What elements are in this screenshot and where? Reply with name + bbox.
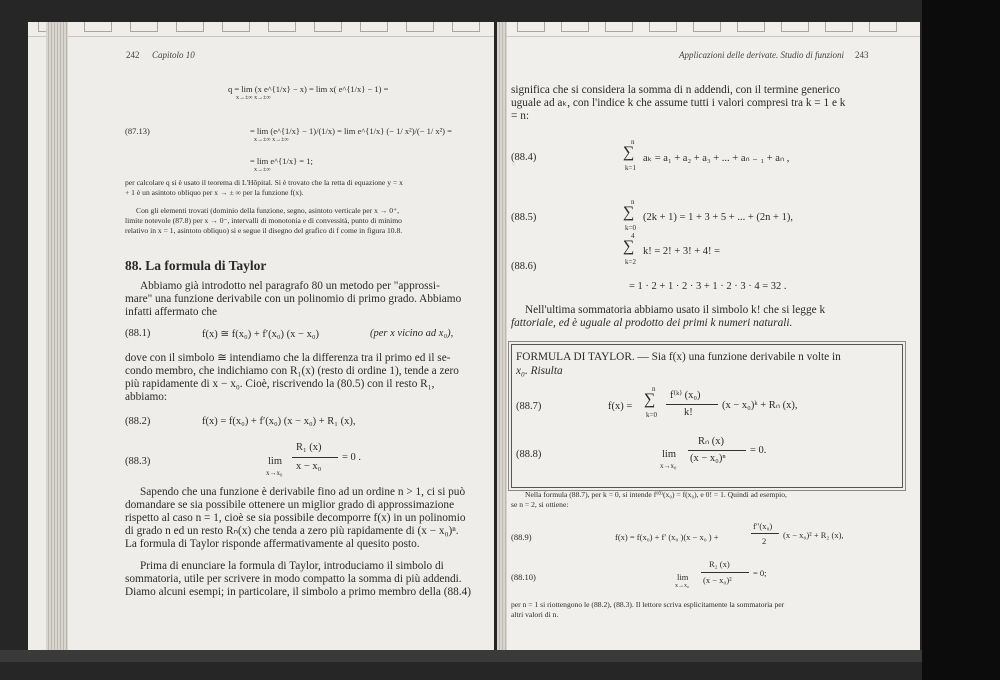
eq-87-13-line2: = lim (e^{1/x} − 1)/(1/x) = lim e^{1/x} (− 1/ x²)/(− 1/ x²) = (250, 126, 452, 136)
paragraph-line: uguale ad aₖ, con l'indice k che assume tutti i valori compresi tra k = 1 e k (511, 97, 846, 109)
eq-88-8-numerator: Rₙ (x) (698, 436, 725, 447)
fraction-bar (701, 572, 749, 573)
summary-note-line: Con gli elementi trovati (dominio della funzione, segno, asintoto verticale per x → 0⁺, (136, 206, 399, 215)
eq-88-9-denominator: 2 (762, 536, 767, 546)
eq-88-6-formula: k! = 2! + 3! + 4! = (643, 246, 721, 257)
sigma-symbol: ∑ (623, 238, 635, 255)
paragraph-line: più rapidamente di x − x₀. Cioè, riscrivendo la (80.5) con il resto R₁, (125, 378, 435, 390)
paragraph-line: significa che si considera la somma di n addendi, con il termine generico (511, 84, 841, 96)
paragraph-line: Abbiamo già introdotto nel paragrafo 80 un metodo per "approssi- (140, 280, 440, 292)
sum-upper: n (631, 198, 635, 206)
eq-88-5-label: (88.5) (511, 212, 537, 223)
paragraph-line: = n: (511, 110, 529, 122)
eq-88-9-lhs: f(x) = f(x₀) + f′ (x₀ )(x − x₀ ) + (615, 532, 719, 542)
chapter-title: Capitolo 10 (152, 50, 195, 60)
note-line: se n = 2, si ottiene: (511, 500, 569, 509)
eq-87-13-line1-sub: x→±∞ x→±∞ (236, 95, 271, 101)
eq-88-10-numerator: R₂ (x) (709, 559, 730, 569)
eq-88-3-denominator: x − x₀ (296, 461, 322, 472)
theorem-title: FORMULA DI TAYLOR. — Sia f(x) una funzione derivabile n volte in (516, 351, 841, 363)
eq-88-10-denominator: (x − x₀)² (703, 575, 732, 585)
sigma-symbol: ∑ (644, 391, 656, 408)
summary-note-line: limite notevole (87.8) per x → 0⁻, intervalli di monotonia e di convessità, punto di minimo (125, 216, 402, 225)
eq-88-9-tail: (x − x₀)² + R₂ (x), (783, 530, 844, 540)
eq-88-8-lim-sub: x→x₀ (660, 462, 677, 470)
eq-88-9-numerator: f″(x₀) (753, 521, 773, 531)
sum-upper: 4 (631, 232, 635, 240)
paragraph-line: di grado n ed un resto Rₙ(x) che tenda a zero più rapidamente di (x − x₀)ⁿ. (125, 525, 459, 537)
eq-88-3-tail: = 0 . (342, 452, 362, 463)
eq-88-10-label: (88.10) (511, 572, 536, 582)
sigma-symbol: ∑ (623, 204, 635, 221)
paragraph-line: La formula di Taylor risponde affermativamente al quesito posto. (125, 538, 420, 550)
summary-note-line: relativo in x = 1, asintoto obliquo) si e segue il disegno del grafico di f come in figura 10.8. (125, 226, 403, 235)
paragraph-line: sommatoria, utile per scrivere in modo compatto la somma di più addendi. (125, 573, 462, 585)
running-title: Applicazioni delle derivate. Studio di funzioni (679, 50, 844, 60)
sigma-symbol: ∑ (623, 144, 635, 161)
top-border-decoration (28, 22, 494, 37)
eq-88-9-label: (88.9) (511, 532, 532, 542)
intro-note-line: per calcolare q si è usato il teorema di L'Hôpital. Si è trovato che la retta di equazione y = x (125, 178, 403, 187)
eq-88-1-note: (per x vicino ad x₀), (370, 328, 454, 339)
eq-88-10-lim: lim (677, 572, 689, 582)
paragraph-line: rispetto al caso n = 1, cioè se sia possibile decomporre f(x) in un polinomio (125, 512, 466, 524)
fraction-bar (751, 533, 779, 534)
left-page (28, 22, 494, 650)
eq-88-3-numerator: R₁ (x) (296, 442, 322, 453)
scan-dark-margin (922, 0, 1000, 680)
paragraph-line: mare" una funzione derivabile con un polinomio di primo grado. Abbiamo (125, 293, 462, 305)
paragraph-line: Prima di enunciare la formula di Taylor, introduciamo il simbolo di (140, 560, 444, 572)
eq-88-3-lim: lim (268, 456, 283, 467)
intro-note-line: + 1 è un asintoto obliquo per x → ± ∞ per la funzione f(x). (125, 188, 304, 197)
closing-line: per n = 1 si riottengono le (88.2), (88.3). Il lettore scriva esplicitamente la sommatoria per (511, 600, 785, 609)
eq-88-4-label: (88.4) (511, 152, 537, 163)
paragraph-line: Nell'ultima sommatoria abbiamo usato il simbolo k! che si legge k (525, 304, 826, 316)
eq-87-13-line3: = lim e^{1/x} = 1; (250, 156, 313, 166)
paragraph-line: fattoriale, ed è uguale al prodotto dei primi k numeri naturali. (511, 317, 793, 329)
fraction-bar (666, 404, 718, 405)
eq-88-7-tail: (x − x₀)ᵏ + Rₙ (x), (722, 400, 798, 411)
page-number: 242 (126, 50, 140, 60)
eq-88-2-formula: f(x) = f(x₀) + f′(x₀) (x − x₀) + R₁ (x), (202, 416, 356, 427)
eq-87-13-line3-sub: x→±∞ (254, 167, 271, 173)
sum-upper: n (631, 138, 635, 146)
eq-88-10-lim-sub: x→x₀ (675, 583, 690, 589)
closing-line: altri valori di n. (511, 610, 559, 619)
paragraph-line: domandare se sia possibile ottenere un miglior grado di approssimazione (125, 499, 455, 511)
theorem-title-2: x₀. Risulta (516, 365, 563, 377)
eq-88-4-formula: aₖ = a₁ + a₂ + a₃ + ... + aₙ ₋ ₁ + aₙ , (643, 153, 790, 164)
paragraph-line: abbiamo: (125, 391, 168, 403)
eq-88-7-label: (88.7) (516, 401, 542, 412)
paragraph-line: Diamo alcuni esempi; in particolare, il simbolo a primo membro della (88.4) (125, 586, 472, 598)
eq-88-7-numerator: f⁽ᵏ⁾ (x₀) (670, 390, 701, 401)
eq-88-6-label: (88.6) (511, 261, 537, 272)
note-line: Nella formula (88.7), per k = 0, si intende f⁽⁰⁾(x₀) = f(x₀), e 0! = 1. Quindi ad esempio, (525, 490, 787, 499)
top-border-decoration (497, 22, 920, 37)
fraction-bar (292, 457, 338, 458)
paragraph-line: condo membro, che indichiamo con R₁(x) (resto di ordine 1), tende a zero (125, 365, 459, 377)
sum-lower: k=1 (625, 164, 636, 172)
sum-lower: k=0 (646, 411, 657, 419)
eq-88-3-lim-sub: x→x₀ (266, 469, 283, 477)
eq-88-1-formula: f(x) ≅ f(x₀) + f′(x₀) (x − x₀) (202, 329, 320, 340)
eq-88-5-formula: (2k + 1) = 1 + 3 + 5 + ... + (2n + 1), (643, 212, 793, 223)
paragraph-line: Sapendo che una funzione è derivabile fino ad un ordine n > 1, ci si può (140, 486, 466, 498)
fraction-bar (688, 450, 746, 451)
eq-88-7-lhs: f(x) = (608, 401, 633, 412)
paragraph-line: infatti affermato che (125, 306, 218, 318)
eq-88-2-label: (88.2) (125, 416, 151, 427)
eq-88-8-lim: lim (662, 449, 677, 460)
right-binding-edge (497, 22, 507, 650)
section-title: 88. La formula di Taylor (125, 258, 267, 273)
left-binding-edge (46, 22, 68, 650)
paragraph-line: dove con il simbolo ≅ intendiamo che la differenza tra il primo ed il se- (125, 352, 451, 364)
eq-88-7-denominator: k! (684, 407, 693, 418)
eq-87-13-line1: q = lim (x e^{1/x} − x) = lim x( e^{1/x} − 1) = (228, 84, 389, 94)
scan-bottom-edge (0, 650, 1000, 662)
eq-88-3-label: (88.3) (125, 456, 151, 467)
eq-88-6-line2: = 1 · 2 + 1 · 2 · 3 + 1 · 2 · 3 · 4 = 32 . (629, 281, 787, 292)
sum-lower: k=2 (625, 258, 636, 266)
right-page (497, 22, 920, 650)
eq-88-8-label: (88.8) (516, 449, 542, 460)
eq-87-13-line2-sub: x→±∞ x→±∞ (254, 137, 289, 143)
eq-88-8-denominator: (x − x₀)ⁿ (690, 453, 726, 464)
eq-87-13-label: (87.13) (125, 126, 150, 136)
sum-lower: k=0 (625, 224, 636, 232)
eq-88-1-label: (88.1) (125, 328, 151, 339)
taylor-theorem-box (511, 344, 903, 488)
eq-88-8-tail: = 0. (750, 445, 767, 456)
eq-88-10-tail: = 0; (753, 568, 767, 578)
sum-upper: n (652, 385, 656, 393)
page-number: 243 (855, 50, 869, 60)
